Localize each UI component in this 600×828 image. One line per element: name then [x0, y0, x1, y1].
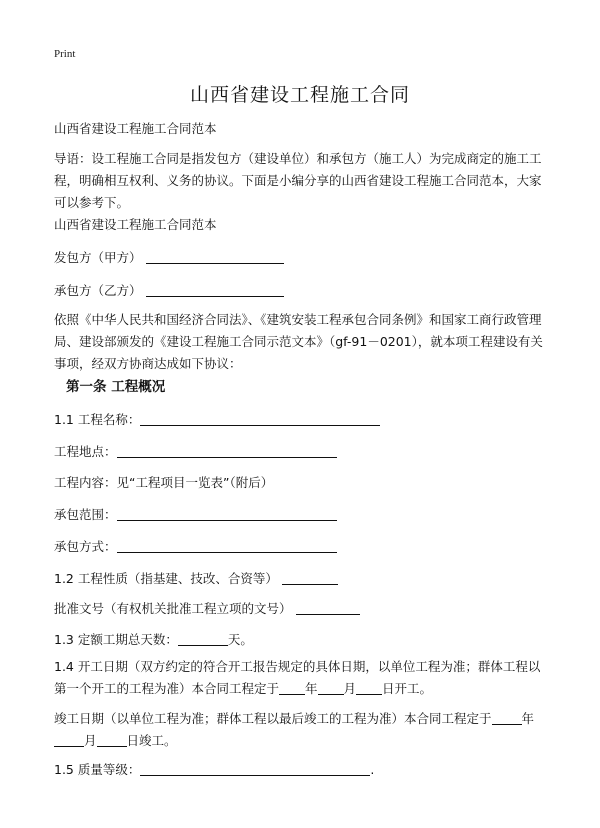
end-day-blank[interactable]: [97, 732, 127, 747]
approval-number-blank[interactable]: [296, 600, 360, 615]
party-a-line: [54, 247, 550, 269]
project-name-line: [54, 409, 550, 431]
completion-date-paragraph: [54, 708, 550, 752]
end-month-blank[interactable]: [54, 732, 84, 747]
contract-scope-label: 承包范围：: [54, 507, 117, 522]
total-days-blank[interactable]: [178, 631, 228, 646]
party-b-label: 承包方（乙方）: [54, 283, 142, 298]
end-day-label: 日竣工。: [126, 733, 177, 748]
start-month-blank[interactable]: [318, 680, 344, 695]
print-label[interactable]: Print: [54, 48, 76, 60]
contract-scope-blank[interactable]: [117, 506, 337, 521]
approval-number-label: 批准文号（有权机关批准工程立项的文号）: [54, 601, 292, 616]
contract-mode-blank[interactable]: [117, 538, 337, 553]
project-location-blank[interactable]: [117, 443, 337, 458]
start-day-label: 日开工。: [382, 681, 433, 696]
total-days-suffix: 天。: [227, 632, 253, 647]
end-year-label: 年: [521, 711, 535, 726]
party-a-blank[interactable]: [146, 249, 284, 264]
section-1-heading: 第一条 工程概况: [66, 379, 166, 395]
start-day-blank[interactable]: [356, 680, 382, 695]
subtitle-repeat: 山西省建设工程施工合同范本: [54, 217, 217, 232]
completion-date-text: 竣工日期（以单位工程为准；群体工程以最后竣工的工程为准）本合同工程定于: [54, 711, 492, 726]
end-year-blank[interactable]: [492, 710, 522, 725]
intro-paragraph: 导语：设工程施工合同是指发包方（建设单位）和承包方（施工人）为完成商定的施工工程，明确相互权利、义务的协议。下面是小编分享的山西省建设工程施工合同范本，大家可以参考下。: [54, 151, 542, 210]
start-year-label: 年: [305, 681, 318, 696]
document-title: 山西省建设工程施工合同: [189, 84, 410, 106]
project-content-line: 工程内容：见“工程项目一览表”（附后）: [54, 475, 274, 490]
project-nature-line: [54, 568, 550, 590]
party-a-label: 发包方（甲方）: [54, 250, 142, 265]
contract-mode-line: [54, 536, 550, 558]
total-days-label: 1.3 定额工期总天数：: [54, 632, 178, 647]
start-date-text: 1.4 开工日期（双方约定的符合开工报告规定的具体日期，以单位工程为准；群体工程以第一个开工的工程为准）本合同工程定于: [54, 659, 541, 696]
project-location-label: 工程地点：: [54, 444, 117, 459]
start-month-label: 月: [343, 681, 357, 696]
subtitle: 山西省建设工程施工合同范本: [54, 121, 217, 136]
approval-number-line: [54, 598, 550, 620]
project-name-blank[interactable]: [140, 411, 380, 426]
start-year-blank[interactable]: [279, 680, 305, 695]
project-nature-label: 1.2 工程性质（指基建、技改、合资等）: [54, 571, 278, 586]
party-b-blank[interactable]: [146, 282, 284, 297]
total-days-line: [54, 629, 550, 651]
party-b-line: [54, 280, 550, 302]
quality-grade-end: .: [370, 762, 375, 777]
project-name-label: 1.1 工程名称：: [54, 412, 141, 427]
project-nature-blank[interactable]: [282, 570, 338, 585]
quality-grade-label: 1.5 质量等级：: [54, 762, 141, 777]
quality-grade-blank[interactable]: [140, 761, 370, 776]
basis-paragraph: 依照《中华人民共和国经济合同法》、《建筑安装工程承包合同条例》和国家工商行政管理局、建设部颁发的《建设工程施工合同示范文本》（gf-91－0201），就本项工程建设有关事项，经双方协商达成如下协议：: [54, 312, 543, 371]
contract-mode-label: 承包方式：: [54, 539, 117, 554]
end-month-label: 月: [84, 733, 97, 748]
quality-grade-line: [54, 759, 550, 781]
contract-scope-line: [54, 504, 550, 526]
start-date-paragraph: [54, 656, 550, 700]
project-location-line: [54, 441, 550, 463]
